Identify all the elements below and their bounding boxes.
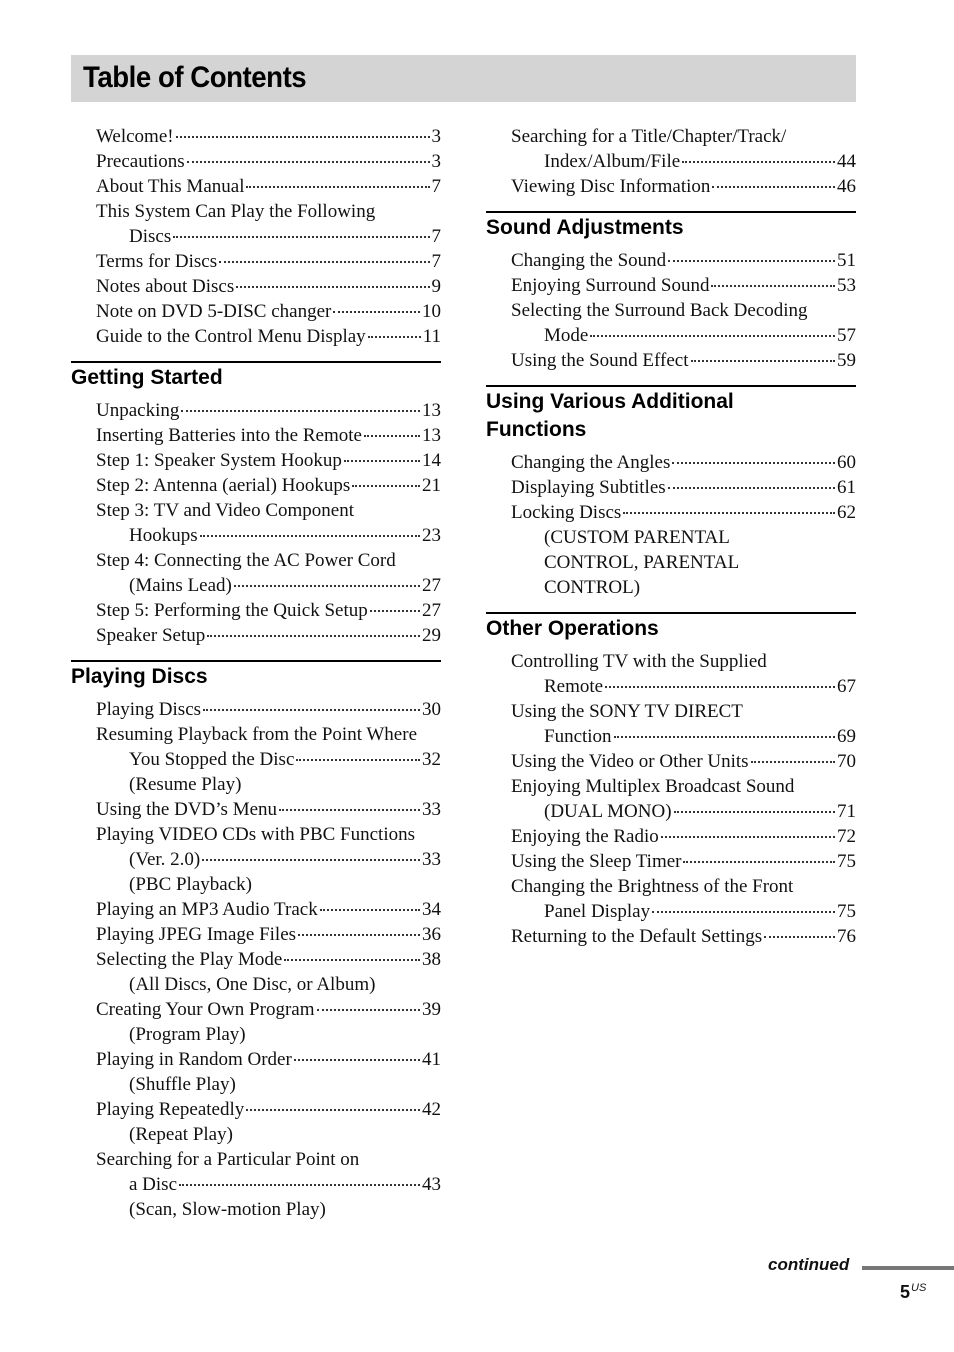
toc-entry [486,774,856,824]
toc-entry-page: 30 [422,699,441,720]
dot-leader [623,512,835,514]
toc-entry-line [71,299,441,324]
toc-entry-line [71,697,441,722]
toc-entry-title: Controlling TV with the Supplied [511,651,767,672]
toc-entry-line [71,548,441,573]
toc-entry-line [71,448,441,473]
toc-entry-title: Index/Album/File [544,151,681,172]
toc-entry-title: Step 1: Speaker System Hookup [96,450,342,471]
toc-entry-line [71,797,441,822]
toc-entry-page: 23 [422,525,441,546]
toc-entry-line [71,897,441,922]
toc-entry [486,248,856,273]
toc-entry-page: 27 [422,600,441,621]
toc-entry-line [71,1172,441,1197]
toc-entry-title: Changing the Angles [511,452,671,473]
toc-entry-line [71,249,441,274]
toc-entry-title: Enjoying the Radio [511,826,659,847]
toc-entry [71,947,441,997]
toc-entry [71,324,441,349]
toc-entry-title: Using the DVD’s Menu [96,799,278,820]
toc-entry-line [71,747,441,772]
toc-list [71,124,441,349]
dot-leader [181,410,420,412]
toc-entry-line [486,699,856,724]
toc-entry-page: 14 [422,450,441,471]
toc-entry [486,849,856,874]
section-heading: Playing Discs [71,660,441,691]
dot-leader [187,161,430,163]
toc-entry-line [71,573,441,598]
dot-leader [200,535,420,537]
toc-entry-note: (All Discs, One Disc, or Album) [129,974,376,995]
toc-entry-title: Locking Discs [511,502,622,523]
toc-entry-title: Inserting Batteries into the Remote [96,425,362,446]
dot-leader [764,936,835,938]
toc-entry [71,797,441,822]
dot-leader [672,462,835,464]
page-title: Table of Contents [83,61,307,94]
toc-entry [486,649,856,699]
dot-leader [173,236,429,238]
toc-entry-title: Playing JPEG Image Files [96,924,297,945]
toc-entry [71,997,441,1047]
toc-entry [486,699,856,749]
dot-leader [333,311,420,313]
dot-leader [219,261,429,263]
toc-entry-line [71,598,441,623]
toc-entry-page: 75 [837,901,856,922]
toc-entry-page: 69 [837,726,856,747]
toc-entry-page: 72 [837,826,856,847]
toc-entry-title: Selecting the Play Mode [96,949,283,970]
toc-entry-page: 39 [422,999,441,1020]
toc-entry-page: 38 [422,949,441,970]
toc-entry-page: 33 [422,799,441,820]
toc-entry [486,124,856,174]
toc-entry [71,398,441,423]
page-number-value: 5 [900,1282,911,1302]
toc-entry-title: Viewing Disc Information [511,176,711,197]
toc-entry-line [486,149,856,174]
toc-entry-line [486,273,856,298]
section-sound-adjustments [486,211,856,373]
dot-leader [370,610,420,612]
toc-entry-line [486,899,856,924]
dot-leader [368,336,421,338]
toc-entry-page: 43 [422,1174,441,1195]
toc-entry-line [71,523,441,548]
toc-entry [71,697,441,722]
dot-leader [296,759,420,761]
toc-entry [71,423,441,448]
toc-entry-note: CONTROL, PARENTAL [544,552,740,573]
section-heading: Getting Started [71,361,441,392]
toc-entry-page: 59 [837,350,856,371]
toc-entry-line [71,847,441,872]
continued-label: continued [768,1255,850,1274]
dot-leader [236,286,429,288]
toc-entry-line [486,774,856,799]
toc-entry-line [71,174,441,199]
toc-entry-page: 46 [837,176,856,197]
dot-leader [279,809,420,811]
toc-entry [486,924,856,949]
toc-entry-title: Discs [129,226,172,247]
toc-entry [486,874,856,924]
toc-entry-title: Playing in Random Order [96,1049,292,1070]
toc-entry [71,299,441,324]
toc-entry-title: Enjoying Multiplex Broadcast Sound [511,776,795,797]
toc-entry [486,824,856,849]
toc-entry-note: (CUSTOM PARENTAL [544,527,730,548]
dot-leader [176,136,430,138]
toc-entry-line [71,324,441,349]
toc-entry-line [71,224,441,249]
continued-rule [862,1266,954,1270]
toc-entry-line [486,924,856,949]
toc-intro-right [486,124,856,199]
dot-leader [320,909,420,911]
toc-entry-note: (Scan, Slow-motion Play) [129,1199,326,1220]
toc-entry [486,273,856,298]
toc-entry-page: 32 [422,749,441,770]
toc-entry-page: 7 [431,226,441,247]
toc-entry [71,498,441,548]
dot-leader [317,1009,421,1011]
toc-entry-line [486,124,856,149]
dot-leader [203,709,420,711]
toc-entry-line [71,498,441,523]
toc-entry-page: 67 [837,676,856,697]
toc-entry-page: 3 [431,126,441,147]
dot-leader [712,186,835,188]
dot-leader [668,260,835,262]
section-heading [486,385,856,444]
section-heading: Sound Adjustments [486,211,856,242]
section-heading-line: Using Various Additional [486,390,734,413]
toc-entry-title: About This Manual [96,176,245,197]
toc-entry-line [71,1097,441,1122]
toc-entry-title: Searching for a Particular Point on [96,1149,360,1170]
toc-entry-page: 76 [837,926,856,947]
dot-leader [207,635,420,637]
toc-entry-title: Using the SONY TV DIRECT [511,701,743,722]
toc-entry-title: Changing the Sound [511,250,667,271]
toc-entry-title: Using the Sound Effect [511,350,689,371]
toc-entry-title: This System Can Play the Following [96,201,376,222]
page-number-suffix: US [911,1282,927,1294]
toc-entry [71,124,441,149]
toc-entry [71,897,441,922]
toc-entry-title: You Stopped the Disc [129,749,295,770]
toc-entry-note: (Repeat Play) [129,1124,233,1145]
toc-entry [71,249,441,274]
dot-leader [711,285,835,287]
toc-entry-title: Unpacking [96,400,180,421]
toc-entry [71,1147,441,1222]
toc-entry-title: Hookups [129,525,198,546]
toc-entry-page: 34 [422,899,441,920]
toc-entry-page: 13 [422,400,441,421]
toc-list [71,697,441,1222]
toc-entry-title: Terms for Discs [96,251,218,272]
toc-entry [71,1097,441,1147]
dot-leader [298,934,420,936]
toc-entry [71,922,441,947]
toc-entry-line [486,475,856,500]
toc-entry-line [71,274,441,299]
toc-entry-page: 57 [837,325,856,346]
toc-entry-line [486,674,856,699]
section-heading: Other Operations [486,612,856,643]
dot-leader [605,686,835,688]
dot-leader [691,360,836,362]
toc-entry-title: Notes about Discs [96,276,235,297]
toc-entry-page: 75 [837,851,856,872]
toc-entry-line [71,947,441,972]
toc-entry-title: Using the Video or Other Units [511,751,749,772]
toc-entry-page: 51 [837,250,856,271]
toc-entry-line [71,398,441,423]
dot-leader [202,859,420,861]
toc-entry-line [486,849,856,874]
toc-list [486,248,856,373]
toc-entry-line [71,822,441,847]
section-other-operations [486,612,856,949]
toc-entry-title: Selecting the Surround Back Decoding [511,300,808,321]
toc-entry [71,822,441,897]
toc-entry-line [486,248,856,273]
toc-entry-title: Function [544,726,612,747]
toc-entry [71,548,441,598]
section-playing-discs [71,660,441,1222]
toc-entry-page: 33 [422,849,441,870]
toc-entry [486,500,856,600]
toc-entry-page: 21 [422,475,441,496]
toc-entry [71,598,441,623]
section-getting-started [71,361,441,648]
toc-entry-line [486,348,856,373]
toc-entry-note: (PBC Playback) [129,874,252,895]
toc-entry-title: Returning to the Default Settings [511,926,763,947]
toc-entry-line [486,649,856,674]
toc-entry-line [71,1047,441,1072]
toc-entry-line [71,1147,441,1172]
toc-entry-page: 9 [431,276,441,297]
toc-entry-title: Enjoying Surround Sound [511,275,710,296]
toc-entry-title: Playing Repeatedly [96,1099,245,1120]
dot-leader [682,161,835,163]
toc-entry [71,1047,441,1097]
toc-entry [486,348,856,373]
toc-entry-title: Step 3: TV and Video Component [96,500,354,521]
toc-list [71,398,441,648]
dot-leader [344,460,420,462]
toc-entry-title: Step 5: Performing the Quick Setup [96,600,368,621]
toc-entry [71,174,441,199]
toc-entry-title: (Mains Lead) [129,575,232,596]
toc-entry-page: 7 [431,251,441,272]
toc-entry [71,199,441,249]
toc-entry-title: Using the Sleep Timer [511,851,682,872]
toc-entry-title: Changing the Brightness of the Front [511,876,794,897]
toc-entry-page: 62 [837,502,856,523]
toc-entry-page: 10 [422,301,441,322]
toc-entry-line [486,749,856,774]
dot-leader [661,836,835,838]
toc-entry-page: 71 [837,801,856,822]
dot-leader [284,959,420,961]
dot-leader [652,911,835,913]
toc-entry-page: 61 [837,477,856,498]
toc-entry [71,149,441,174]
toc-entry-page: 41 [422,1049,441,1070]
toc-entry-line [71,922,441,947]
toc-entry [71,473,441,498]
toc-entry-line [486,323,856,348]
toc-entry-title: Searching for a Title/Chapter/Track/ [511,126,787,147]
toc-entry-title: Playing Discs [96,699,202,720]
toc-entry-line [71,149,441,174]
dot-leader [674,811,835,813]
section-additional-functions [486,385,856,600]
toc-entry-title: Step 4: Connecting the AC Power Cord [96,550,396,571]
toc-entry-line [486,174,856,199]
toc-intro-left [71,124,441,349]
toc-entry-line [71,199,441,224]
toc-entry-page: 70 [837,751,856,772]
toc-entry-title: Playing VIDEO CDs with PBC Functions [96,824,415,845]
left-column [71,124,441,1234]
toc-entry-page: 36 [422,924,441,945]
right-column [486,124,856,961]
toc-entry-title: Creating Your Own Program [96,999,315,1020]
dot-leader [234,585,420,587]
toc-entry-title: Displaying Subtitles [511,477,666,498]
toc-entry-page: 3 [431,151,441,172]
toc-entry-title: Panel Display [544,901,651,922]
toc-entry [71,274,441,299]
toc-entry-note: CONTROL) [544,577,641,598]
toc-entry-line [486,298,856,323]
toc-entry-line [486,824,856,849]
section-heading-line: Functions [486,418,587,441]
dot-leader [683,861,835,863]
toc-entry-note: (Resume Play) [129,774,242,795]
toc-entry-line [71,722,441,747]
toc-entry-page: 44 [837,151,856,172]
toc-entry-page: 7 [431,176,441,197]
page-number [900,1282,926,1303]
dot-leader [614,736,835,738]
dot-leader [246,186,429,188]
toc-entry-title: Guide to the Control Menu Display [96,326,366,347]
toc-entry-page: 27 [422,575,441,596]
dot-leader [751,761,835,763]
toc-entry-page: 60 [837,452,856,473]
toc-entry-page: 11 [422,326,441,347]
dot-leader [179,1184,420,1186]
toc-entry [486,174,856,199]
toc-list [486,124,856,199]
toc-entry-title: Playing an MP3 Audio Track [96,899,318,920]
toc-entry [71,722,441,797]
dot-leader [590,335,835,337]
dot-leader [352,485,420,487]
dot-leader [294,1059,420,1061]
toc-entry [71,623,441,648]
toc-entry-line [486,500,856,525]
toc-entry-line [486,724,856,749]
toc-entry-note: (Program Play) [129,1024,246,1045]
toc-entry-title: Welcome! [96,126,174,147]
dot-leader [246,1109,420,1111]
toc-entry-line [71,124,441,149]
toc-entry-line [486,799,856,824]
title-bar [71,55,856,102]
toc-entry-title: Mode [544,325,589,346]
toc-list [486,649,856,949]
dot-leader [364,435,420,437]
toc-list [486,450,856,600]
toc-entry-line [71,423,441,448]
toc-entry [71,448,441,473]
toc-entry-line [71,473,441,498]
toc-entry-title: (DUAL MONO) [544,801,672,822]
toc-entry-title: Speaker Setup [96,625,206,646]
toc-entry [486,475,856,500]
toc-entry-title: (Ver. 2.0) [129,849,201,870]
toc-entry-line [71,623,441,648]
toc-entry-page: 29 [422,625,441,646]
toc-entry-title: a Disc [129,1174,178,1195]
toc-entry-title: Remote [544,676,604,697]
toc-entry-line [486,874,856,899]
toc-entry-title: Note on DVD 5-DISC changer [96,301,332,322]
toc-entry-line [486,450,856,475]
toc-entry-page: 13 [422,425,441,446]
dot-leader [668,487,835,489]
toc-entry-page: 53 [837,275,856,296]
toc-entry [486,298,856,348]
toc-entry-title: Precautions [96,151,185,172]
toc-entry-title: Resuming Playback from the Point Where [96,724,418,745]
toc-entry-line [71,997,441,1022]
toc-entry-page: 42 [422,1099,441,1120]
toc-entry [486,749,856,774]
toc-entry-title: Step 2: Antenna (aerial) Hookups [96,475,351,496]
toc-entry [486,450,856,475]
toc-entry-note: (Shuffle Play) [129,1074,236,1095]
